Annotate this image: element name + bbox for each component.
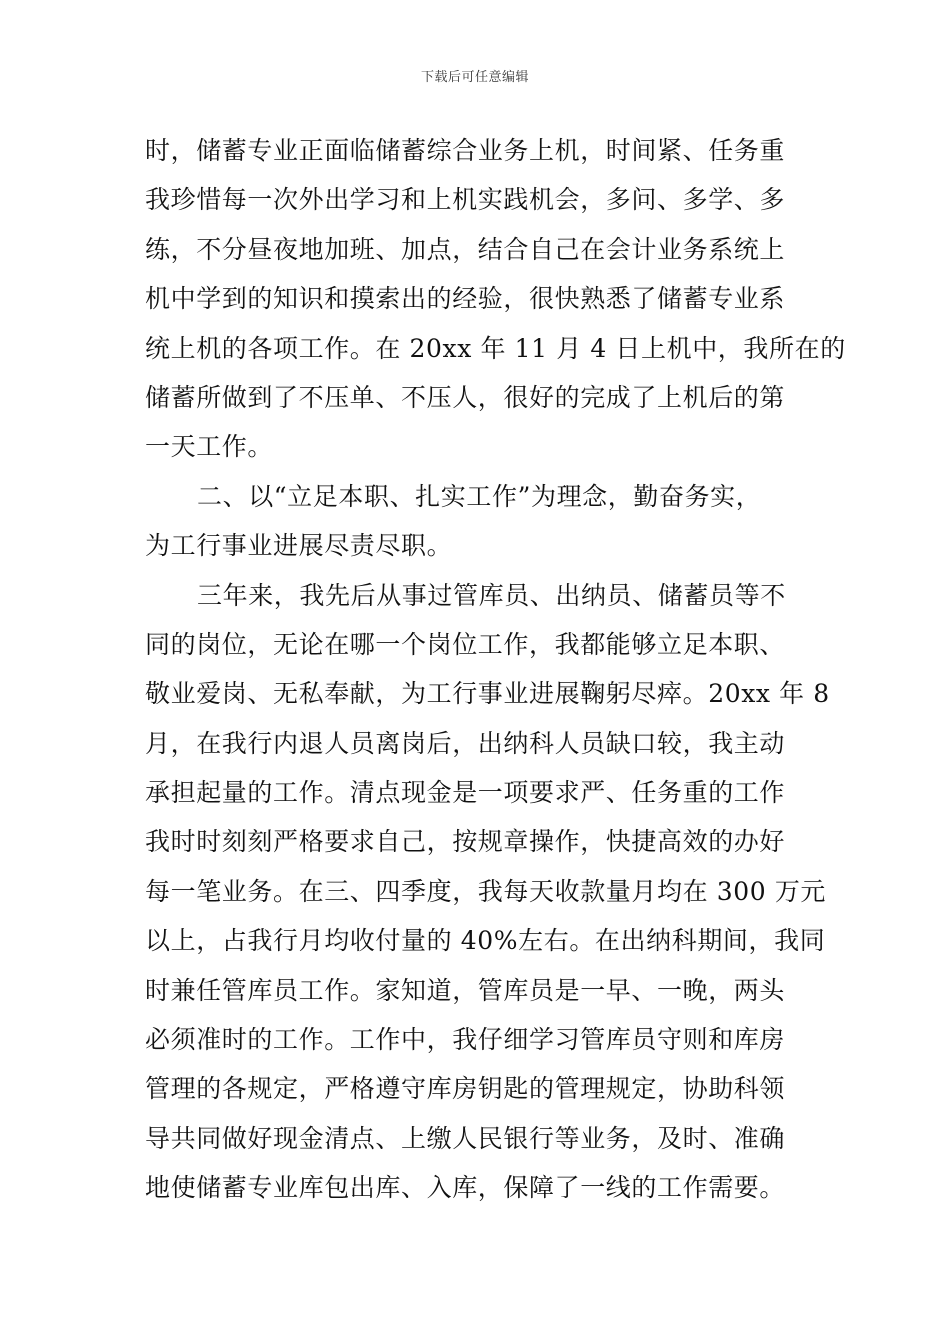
section-heading-line: 为工行事业进展尽责尽职。 (145, 531, 453, 561)
text-line: 统上机的各项工作。在 20xx 年 11 月 4 日上机中，我所在的 (145, 333, 846, 363)
text-line: 同的岗位，无论在哪一个岗位工作，我都能够立足本职、 (145, 629, 786, 659)
text-line: 以上，占我行月均收付量的 40%左右。在出纳科期间，我同 (145, 926, 826, 956)
text-line: 我珍惜每一次外出学习和上机实践机会，多问、多学、多 (145, 185, 786, 215)
text-line: 练，不分昼夜地加班、加点，结合自己在会计业务系统上 (145, 234, 786, 264)
text-line: 必须准时的工作。工作中，我仔细学习管库员守则和库房 (145, 1025, 786, 1055)
text-line: 承担起量的工作。清点现金是一项要求严、任务重的工作 (145, 778, 786, 808)
text-line: 三年来，我先后从事过管库员、出纳员、储蓄员等不 (197, 580, 786, 610)
text-line: 敬业爱岗、无私奉献，为工行事业进展鞠躬尽瘁。20xx 年 8 (145, 679, 830, 709)
text-line: 一天工作。 (145, 432, 274, 462)
text-line: 每一笔业务。在三、四季度，我每天收款量月均在 300 万元 (145, 876, 827, 906)
page-header: 下载后可任意编辑 (420, 70, 529, 85)
text-line: 储蓄所做到了不压单、不压人，很好的完成了上机后的第 (145, 382, 786, 412)
text-line: 时兼任管库员工作。家知道，管库员是一早、一晚，两头 (145, 975, 786, 1005)
text-line: 导共同做好现金清点、上缴人民银行等业务，及时、准确 (145, 1123, 786, 1153)
text-line: 时，储蓄专业正面临储蓄综合业务上机，时间紧、任务重 (145, 136, 786, 165)
text-line: 机中学到的知识和摸索出的经验，很快熟悉了储蓄专业系 (145, 284, 786, 314)
text-line: 月，在我行内退人员离岗后，出纳科人员缺口较，我主动 (145, 728, 786, 758)
text-line: 管理的各规定，严格遵守库房钥匙的管理规定，协助科领 (145, 1074, 786, 1104)
text-line: 我时时刻刻严格要求自己，按规章操作，快捷高效的办好 (145, 827, 786, 857)
section-heading-line: 二、以“立足本职、扎实工作”为理念，勤奋务实， (197, 481, 762, 511)
text-line: 地使储蓄专业库包出库、入库，保障了一线的工作需要。 (145, 1173, 786, 1203)
body-text (145, 126, 846, 1213)
